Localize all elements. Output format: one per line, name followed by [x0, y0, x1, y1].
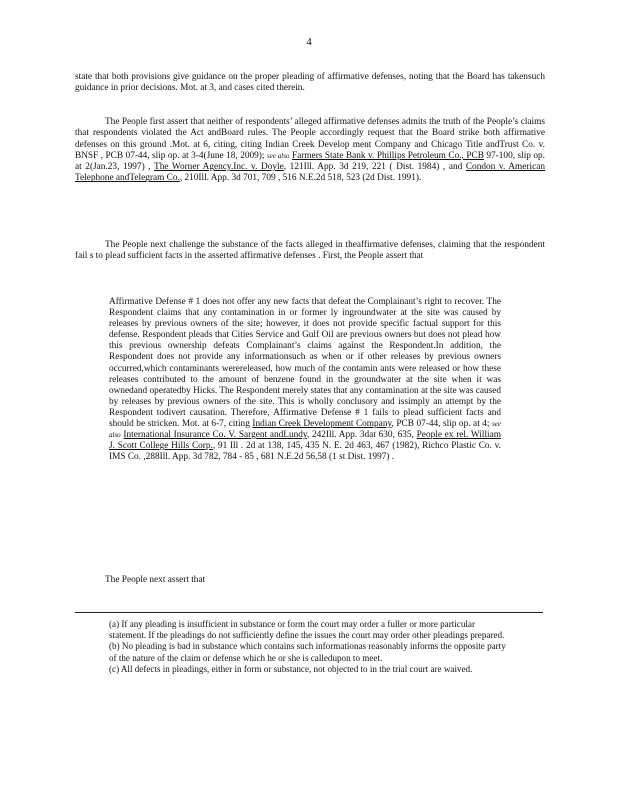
quote-see-also-signal: see also [109, 420, 502, 440]
citation-indian-creek: Indian Creek Development Company [252, 419, 392, 430]
footnote-b: (b) No pleading is bad in substance which contains such informationas reasonably informs the opposite party of the nature of the claim or defense which he or she is calledupon to meet. [109, 641, 506, 663]
see-also-signal: see also [266, 151, 290, 160]
quote-text-c: , 242Ill. App. 3dat 630, 635, [306, 430, 414, 441]
page-number: 4 [306, 36, 312, 48]
citation-condon: Condon v. American Telephone andTelegram Co. [75, 162, 546, 184]
footnote-block [109, 619, 509, 675]
citation-college-hills: People ex rel. William J. Scott College Hills Corp. [109, 430, 502, 452]
footnote-c: (c) All defects in pleadings, either in form or substance, not objected to in the trial court are waived. [109, 663, 473, 674]
para2-text-a: The People first assert that neither of respondents’ alleged affirmative defenses admits the truth of the People’s claims that respondents violated the Act andBoard rules. The People accordingly request that the Board strike both affirmative defenses on this ground .Mot. at 6, citing, citing Indian Creek Develop ment Company and Chicago Title andTrust Co. v. BNSF , PCB 07-44, slip op. at 3-4(June 18, 2009); [75, 117, 545, 161]
quote-text-a: Affirmative Defense # 1 does not offer any new facts that defeat the Complainant’s right to recover. The Respondent claims that any contamination in or former ly ingroundwater at the site was caused by releases by previous owners of the site; however, it does not provide specific factual support for this defense. Respondent pleads that Cities Service and Gulf Oil are previous owners but does not plead how this previous ownership defeats Complainant’s claims against the Respondent.In addition, the Respondent does not provide any informationsuch as when or if other releases by previous owners occurred,which contaminants werereleased, how much of the contamin ants were released or how these releases contributed to the amount of benzene found in the groundwater at the site when it was ownedand operatedby Hicks. The Respondent merely states that any contamination at the site was caused by releases by previous owners of the site. This is wholly conclusory and issimply an attempt by the Respondent todivert causation. Therefore, Affirmative Defense # 1 fails to plead sufficient facts and should be stricken. Mot. at 6-7, citing [109, 297, 501, 430]
quote-text-d: , 91 Ill . 2d at 138, 145, 435 N. E. 2d 463, 467 (1982), Richco Plastic Co. v. IMS Co. ,288Ill. App. 3d 782, 784 - 85 , 681 N.E.2d 56,58 (1 st Dist. 1997) . [109, 441, 501, 463]
footnote-divider [75, 612, 543, 613]
citation-international-insurance: International Insurance Co. V. Sargent andLundy [123, 430, 307, 441]
citation-farmers: Farmers State Bank v. Phillips Petroleum Co., PCB [291, 150, 484, 161]
citation-worner: The Worner Agency.Inc. v. Doyle [154, 162, 284, 173]
para2-text-d: , 210Ill. App. 3d 701, 709 , 516 N.E.2d 518, 523 (2d Dist. 1991). [179, 173, 422, 184]
para2-text-c: , 121Ill. App. 3d 219, 221 ( Dist. 1984) , and [283, 162, 463, 173]
paragraph-challenge: The People next challenge the substance of the facts alleged in theaffirmative defenses, claiming that the respondent fail s to plead sufficient facts in the asserted affirmative defenses . First, the People assert that [75, 240, 545, 262]
paragraph-next-assert: The People next assert that [105, 575, 206, 585]
footnote-a: (a) If any pleading is insufficient in substance or form the court may order a fuller or more particular statement. If the pleadings do not sufficiently define the issues the court may order other pleadings prepared. [109, 619, 505, 641]
quote-text-b: , PCB 07-44, slip op. at 4; [391, 419, 490, 430]
paragraph-first-assert [75, 117, 545, 185]
para2-text-b: 97-100, slip op. at 2(Jan.23, 1997) , [75, 150, 546, 173]
paragraph-provisions: state that both provisions give guidance on the proper pleading of affirmative defenses, noting that the Board has takensuch guidance in prior decisions. Mot. at 3, and cases cited therein. [75, 72, 545, 94]
block-quote [109, 297, 501, 463]
